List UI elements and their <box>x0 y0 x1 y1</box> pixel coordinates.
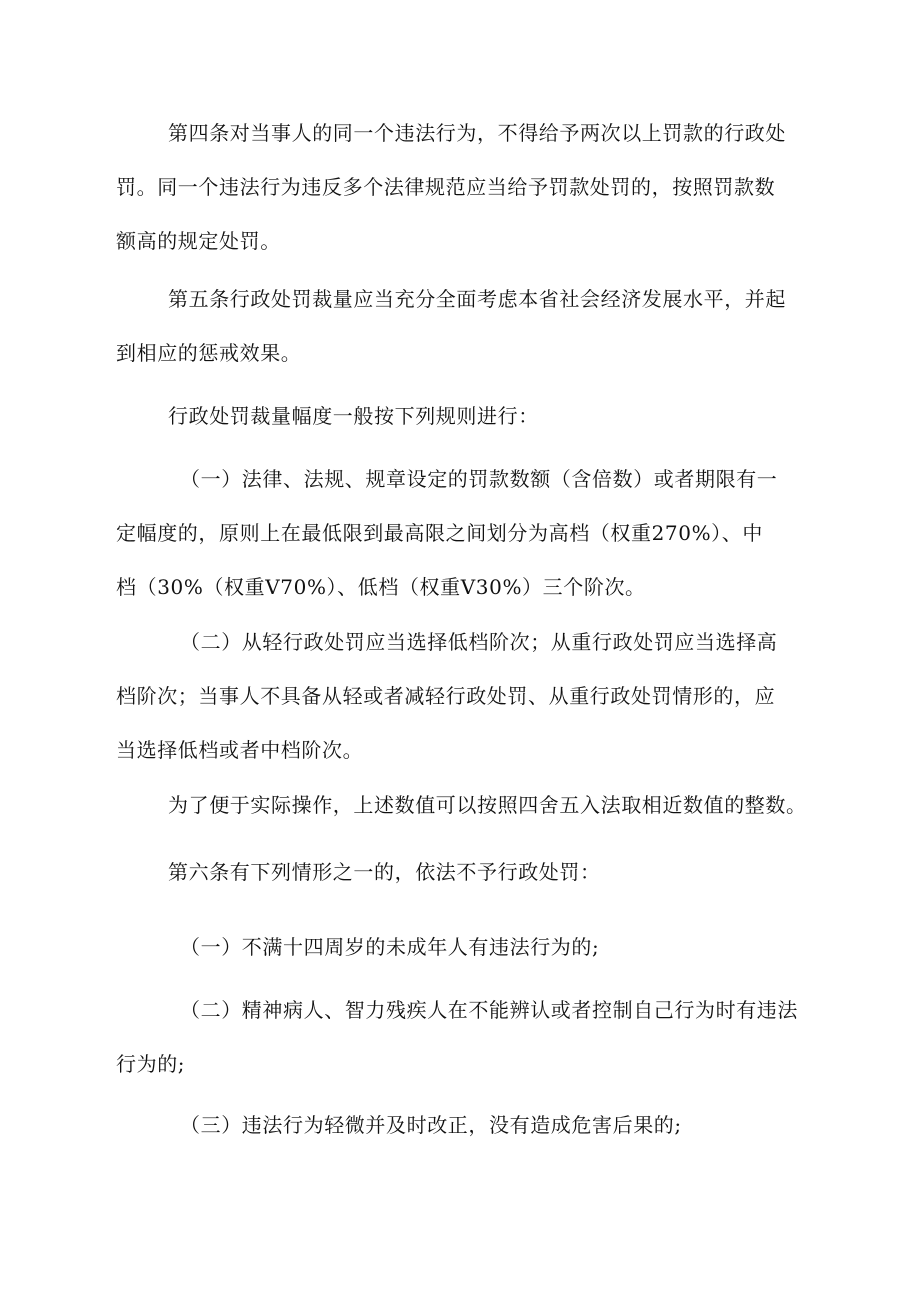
text-line: 第六条有下列情形之一的，依法不予行政处罚： <box>168 860 601 884</box>
text-line: 当选择低档或者中档阶次。 <box>116 738 364 762</box>
text-line: （三）违法行为轻微并及时改正，没有造成危害后果的; <box>180 1113 682 1137</box>
paragraph-case-3 <box>180 1098 682 1152</box>
text-line: 行为的; <box>116 1052 186 1076</box>
paragraph-case-1 <box>180 920 599 974</box>
paragraph-article-5 <box>116 272 786 380</box>
paragraph-rounding-note <box>168 778 807 832</box>
paragraph-rules-intro <box>168 389 539 443</box>
text-line: 行政处罚裁量幅度一般按下列规则进行： <box>168 404 539 428</box>
text-line: 到相应的惩戒效果。 <box>116 341 302 365</box>
paragraph-rule-2 <box>116 615 777 777</box>
text-line: 罚。同一个违法行为违反多个法律规范应当给予罚款处罚的，按照罚款数 <box>116 175 776 199</box>
text-line: （二）精神病人、智力残疾人在不能辨认或者控制自己行为时有违法 <box>180 998 798 1022</box>
paragraph-rule-1 <box>116 452 777 614</box>
paragraph-article-4 <box>116 106 786 268</box>
text-line: 第五条行政处罚裁量应当充分全面考虑本省社会经济发展水平，并起 <box>168 287 786 311</box>
text-line: 定幅度的，原则上在最低限到最高限之间划分为高档（权重270%）、中 <box>116 521 763 545</box>
text-line: （一）法律、法规、规章设定的罚款数额（含倍数）或者期限有一 <box>180 467 778 491</box>
text-line: 档阶次；当事人不具备从轻或者减轻行政处罚、从重行政处罚情形的，应 <box>116 684 776 708</box>
paragraph-case-2 <box>116 983 798 1091</box>
text-line: 档（30%（权重V70%）、低档（权重V30%）三个阶次。 <box>116 575 646 599</box>
paragraph-article-6 <box>168 845 601 899</box>
text-line: 额高的规定处罚。 <box>116 229 281 253</box>
text-line: 为了便于实际操作，上述数值可以按照四舍五入法取相近数值的整数。 <box>168 793 807 817</box>
text-line: （一）不满十四周岁的未成年人有违法行为的; <box>180 935 600 959</box>
text-line: 第四条对当事人的同一个违法行为，不得给予两次以上罚款的行政处 <box>168 121 786 145</box>
text-line: （二）从轻行政处罚应当选择低档阶次；从重行政处罚应当选择高 <box>180 630 778 654</box>
